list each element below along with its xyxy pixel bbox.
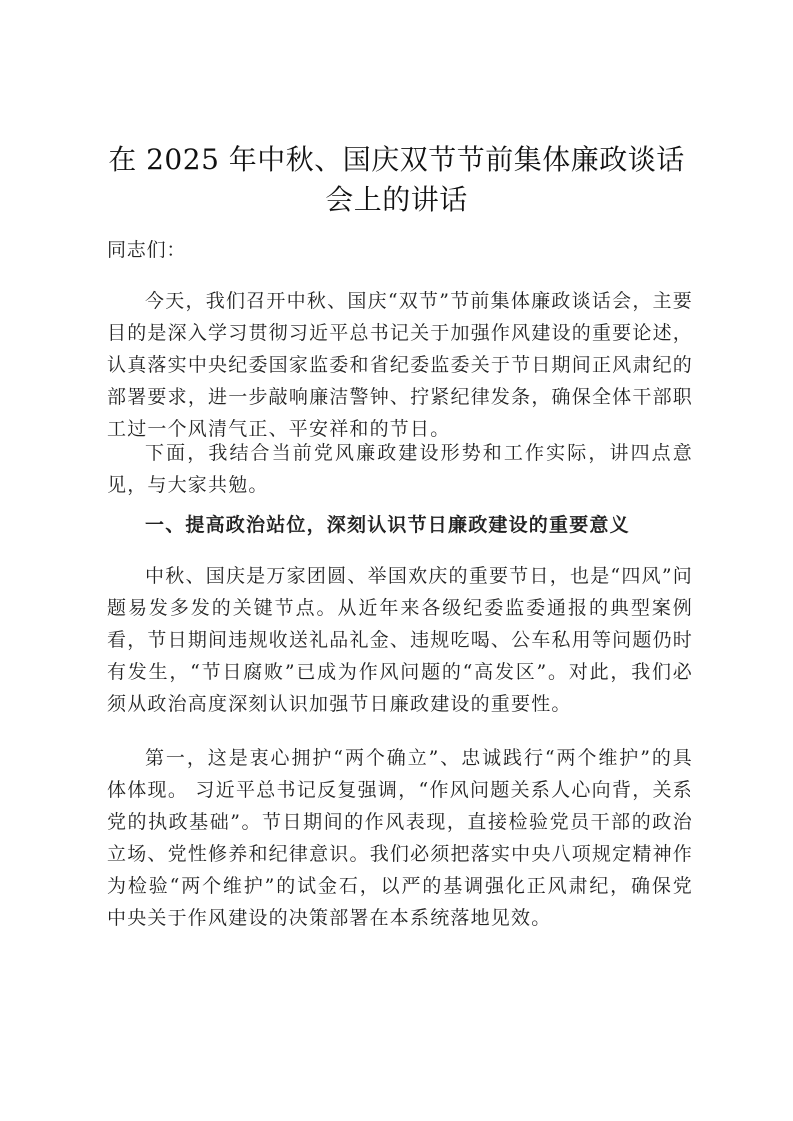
section-1-paragraph-2: 第一，这是衷心拥护“两个确立”、忠诚践行“两个维护”的具体体现。 习近平总书记反复强调，“作风问题关系人心向背，关系党的执政基础”。节日期间的作风表现，直接检验党员干部的政治立场、党性修养和纪律意识。我们必须把落实中央八项规定精神作为检验“两个维护”的试金石，以严的基调强化正风肃纪，确保党中央关于作风建设的决策部署在本系统落地见效。 [107, 747, 693, 929]
section-heading-1: 一、提高政治站位，深刻认识节日廉政建设的重要意义 [145, 514, 630, 536]
paragraph-intro: 今天，我们召开中秋、国庆“双节”节前集体廉政谈话会，主要目的是深入学习贯彻习近平总书记关于加强作风建设的重要论述，认真落实中央纪委国家监委和省纪委监委关于节日期间正风肃纪的部署要求，进一步敲响廉洁警钟、拧紧纪律发条，确保全体干部职工过一个风清气正、平安祥和的节日。 [107, 290, 693, 440]
salutation: 同志们： [107, 239, 187, 261]
title-line-2: 会上的讲话 [325, 183, 468, 216]
paragraph-outline: 下面，我结合当前党风廉政建设形势和工作实际，讲四点意见，与大家共勉。 [107, 442, 693, 496]
document-title [60, 140, 733, 220]
section-1-paragraph-1: 中秋、国庆是万家团圆、举国欢庆的重要节日，也是“四风”问题易发多发的关键节点。从近年来各级纪委监委通报的典型案例看，节日期间违规收送礼品礼金、违规吃喝、公车私用等问题仍时有发生，“节日腐败”已成为作风问题的“高发区”。对此，我们必须从政治高度深刻认识加强节日廉政建设的重要性。 [107, 565, 693, 715]
title-line-1: 在 2025 年中秋、国庆双节节前集体廉政谈话 [108, 143, 685, 176]
